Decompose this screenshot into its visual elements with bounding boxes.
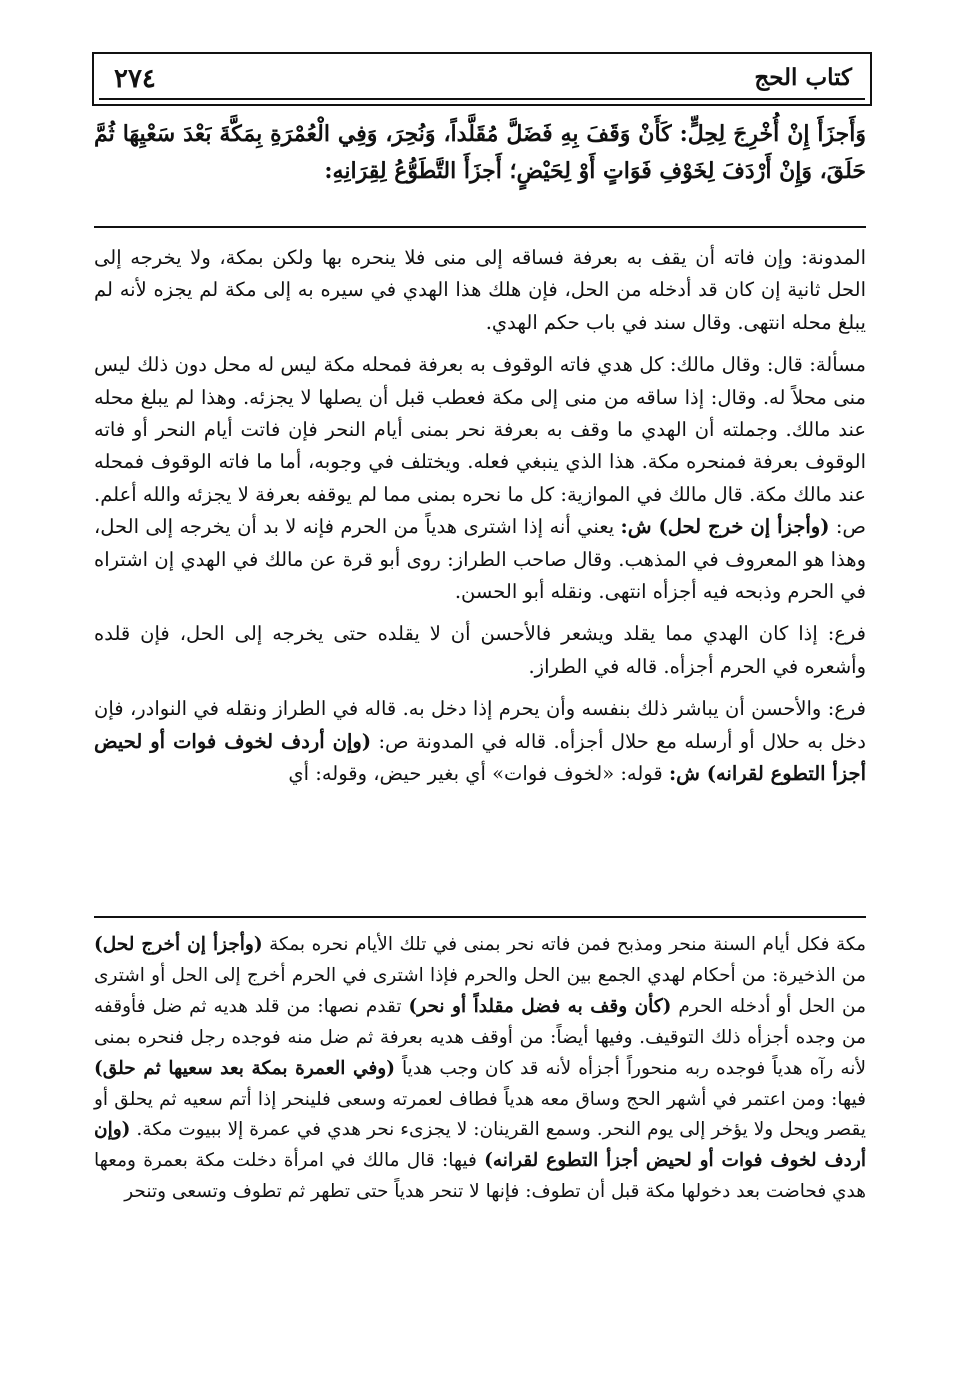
sharh-p2-quote: (وأجزأ إن خرج لحل) ش: [620, 515, 830, 539]
sharh-paragraph-4 [94, 693, 866, 790]
sharh-paragraph-1: المدونة: وإن فاته أن يقف به بعرفة فساقه إلى منى فلا ينحره بها ولكن بمكة، ولا يخرجه إلى الحل ثانية إن كان قد أدخله من الحل، فإن هلك هذا الهدي في سيره به إلى مكة لم يجزه لأنه لم يبلغ محله انتهى. وقال سند في باب حكم الهدي. [94, 246, 866, 334]
book-title: كتاب الحج [754, 64, 852, 91]
matn-text-block [94, 116, 866, 190]
sharh-paragraph-3: فرع: إذا كان الهدي مما يقلد ويشعر فالأحسن أن لا يقلده حتى يخرجه إلى الحل، فإن قلده وأشعره في الحرم أجزأه. قاله في الطراز. [94, 622, 866, 678]
hashiya-text-4: فيها: ومن اعتمر في أشهر الحج وساق معه هدياً فطاف لعمرته وسعى فلينحر إذا أتم سعيه ثم يحلق أو يقصر ويحل ولا يؤخر إلى يوم النحر. وسمع القرينان: لا يجزىء نحر هدي في عمرة إلا ببيوت مكة. [94, 1088, 866, 1141]
hashiya-text-3: تقدم نصها: من قلد هديه ثم ضل فأوقفه من وجده أجزأه ذلك التوقيف. وفيها أيضاً: من أوقف هديه بعرفة ثم ضل منه فوجده رجل فنحره بمنى لأنه رآه هدياً فوجده ربه منحوراً أجزأه لأنه قد كان وجب هدياً [94, 995, 866, 1079]
hashiya-quote-3: (وفي العمرة بمكة بعد سعيها ثم حلق) [94, 1057, 395, 1079]
hashiya-quote-1: (وأجزأ إن أخرج لحل) [94, 934, 263, 955]
hashiya-text-2: من الذخيرة: من أحكام لهدي الجمع بين الحل والحرم فإذا اشترى في الحرم أخرج إلى الحل أو اشترى من الحل أو أدخله الحرم [94, 964, 866, 1017]
hashiya-text-5: فيها: قال مالك في امرأة دخلت مكة بعمرة ومعها هدي فحاضت بعد دخولها مكة قبل أن تطوف: فإنها لا تنحر هدياً حتى تطهر ثم تطوف وتسعى وتنحر [94, 1150, 866, 1203]
sharh-p2-text-c: يعني أنه إذا اشترى هدياً من الحرم فإنه لا بد أن يخرجه إلى الحل، وهذا هو المعروف في المذهب. وقال صاحب الطراز: روى أبو قرة عن مالك في الهدي إن اشتراه في الحرم وذبحه فيه أجزأه انتهى. ونقله أبو الحسن. [94, 515, 866, 604]
sharh-p4-text-a: فرع: والأحسن أن يباشر ذلك بنفسه وأن يحرم إذا دخل به. قاله في الطراز ونقله في النوادر، فإن دخل به حلال أو أرسله مع حلال أجزأه. قاله في المدونة ص: [94, 697, 866, 753]
sharh-p4-text-c: قوله: «لخوف فوات» أي بغير حيض، وقوله: أي [288, 762, 663, 786]
hashiya-text-1: مكة فكل أيام السنة منحر ومذبح فمن فاته نحر بمنى في تلك الأيام نحره بمكة [269, 934, 866, 955]
divider-matn [94, 226, 866, 228]
divider-footnotes [94, 916, 866, 918]
sharh-p4-quote: (وإن أردف لخوف فوات أو لحيض أجزأ التطوع لقرانه) ش: [94, 729, 866, 786]
hashiya-quote-2: (كأن وقف به فضل مقلداً أو نحر) [408, 995, 672, 1017]
matn-text: وَأَجزَأَ إِنْ أُخْرِجَ لِحِلٍّ: كَأَنْ وَقَفَ بِهِ فَضَلَّ مُقَلَّداً، وَنُحِرَ، وَفِي الْعُمْرَةِ بِمَكَّةَ بَعْدَ سَعْيِهَا ثُمَّ حَلَقَ، وَإِنْ أَرْدَفَ لِخَوْفِ فَوَاتٍ أَوْ لِحَيْضٍ؛ أَجزَأَ التَّطَوُّعُ لِقِرَانِهِ: [94, 121, 866, 184]
hashiya-quote-4: (وإن أردف لخوف فوات أو لحيض أجزأ التطوع لقرانه) [94, 1119, 866, 1172]
sharh-p2-text-a: مسألة: قال: وقال مالك: كل هدي فاته الوقوف به بعرفة فمحله مكة ليس له محل دون ذلك ليس منى محلاً له. وقال: إذا ساقه من منى إلى مكة فعطب قبل أن يصلها لا يجزئه. وهذا لم يبلغ محله عند مالك. وجملته أن الهدي ما وقف به بعرفة نحر بمنى أيام النحر فإن فاتت أيام النحر أو فاته الوقوف بعرفة فمنحره مكة. هذا الذي ينبغي فعله. ويختلف في وجوبه، أما ما فاته الوقوف فمحله عند مالك مكة. قال مالك في الموازية: كل ما نحره بمنى مما لم يوقفه بعرفة لا يجزئه والله أعلم. ص: [94, 353, 867, 539]
hashiya-footnote-block [94, 930, 866, 1208]
sharh-commentary-block [94, 242, 866, 801]
page-number: ٢٧٤ [114, 64, 156, 94]
page-header [92, 52, 872, 106]
sharh-paragraph-2 [94, 349, 866, 608]
